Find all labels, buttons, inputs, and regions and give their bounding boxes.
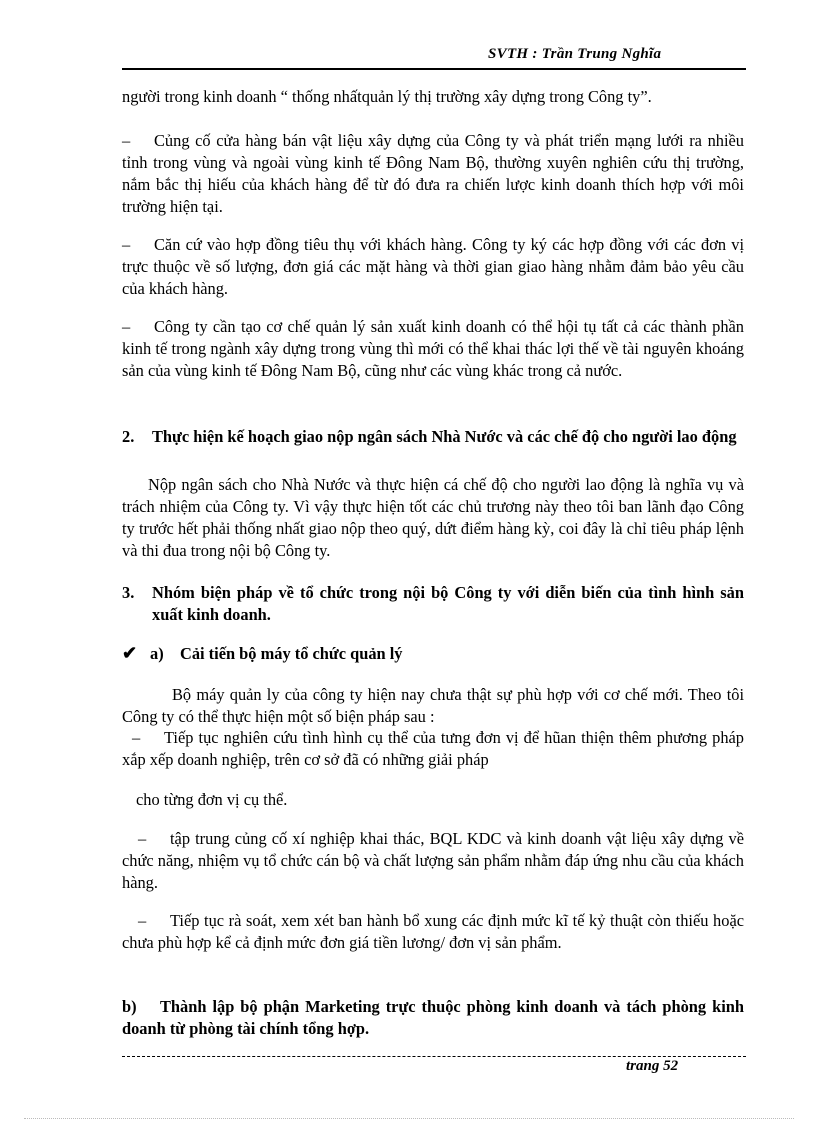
- paragraph-9: [122, 828, 744, 894]
- paragraph-2: [122, 130, 744, 218]
- paragraph-1: người trong kinh doanh “ thống nhấtquản lý thị trường xây dựng trong Công ty”.: [122, 87, 652, 106]
- paragraph-2-text: Củng cố cửa hàng bán vật liệu xây dựng của Công ty và phát triển mạng lưới ra nhiều tỉnh trong vùng và ngoài vùng kinh tế Đông Nam Bộ, thường xuyên nghiên cứu thị trường, nắm bắc thị hiếu của khách hàng để từ đó đưa ra chiến lược kinh doanh thích hợp với môi trường hiện tại.: [122, 131, 744, 216]
- paragraph-3-text: Căn cứ vào hợp đồng tiêu thụ với khách hàng. Công ty ký các hợp đồng với các đơn vị trực thuộc về số lượng, đơn giá các mặt hàng và thời gian giao hàng nhằm đảm bảo yêu cầu của khách hàng.: [122, 235, 744, 298]
- paragraph-6: Bộ máy quản ly của công ty hiện nay chưa thật sự phù hợp với cơ chế mới. Theo tôi Công ty có thể thực hiện một số biện pháp sau :: [122, 685, 744, 726]
- paragraph-10-text: Tiếp tục rà soát, xem xét ban hành bổ xung các định mức kĩ tế kỷ thuật còn thiếu hoặc chưa phù hợp kể cả định mức đơn giá tiền lương/ đơn vị sản phẩm.: [122, 911, 744, 952]
- paragraph-7-text: Tiếp tục nghiên cứu tình hình cụ thể của tưng đơn vị để hũan thiện thêm phương pháp xắp xếp doanh nghiệp, trên cơ sở đã có những giải pháp: [122, 728, 744, 769]
- bullet-dash: –: [122, 317, 131, 336]
- bullet-dash: –: [122, 131, 131, 150]
- paragraph-8: cho từng đơn vị cụ thể.: [136, 790, 288, 809]
- bullet-dash: –: [138, 911, 147, 930]
- section-3-heading: Nhóm biện pháp về tổ chức trong nội bộ Công ty với diễn biến của tình hình sản xuất kinh doanh.: [152, 583, 744, 624]
- paragraph-7: [122, 727, 744, 771]
- bullet-dash: –: [132, 728, 141, 747]
- paragraph-9-text: tập trung củng cố xí nghiệp khai thác, BQL KDC và kinh doanh vật liệu xây dựng về chức năng, nhiệm vụ tổ chức cán bộ và chất lượng sản phẩm nhằm đáp ứng nhu cầu của khách hàng.: [122, 829, 744, 892]
- page-number: trang 52: [626, 1058, 679, 1074]
- subsection-b-label: b): [122, 997, 137, 1016]
- section-3-number: 3.: [122, 583, 135, 602]
- paragraph-5: Nộp ngân sách cho Nhà Nước và thực hiện cá chế độ cho người lao động là nghĩa vụ và trách nhiệm của Công ty. Vì vậy thực hiện tốt các chủ trương này theo tôi ban lãnh đạo Công ty trước hết phải thống nhất giao nộp theo quý, dứt điểm hàng kỳ, coi đây là chỉ tiêu pháp lệnh và thi đua trong nội bộ Công ty.: [122, 475, 744, 560]
- section-2-number: 2.: [122, 427, 135, 446]
- header-rule: [122, 68, 746, 70]
- checkmark-icon: ✔: [122, 643, 138, 663]
- paragraph-4-text: Công ty cần tạo cơ chế quản lý sản xuất kinh doanh có thể hội tụ tất cả các thành phần kinh tế trong ngành xây dựng trong vùng thì mới có thể khai thác lợi thế về tài nguyên khoáng sản của vùng kinh tế Đông Nam Bộ, cũng như các vùng khác trong cả nước.: [122, 317, 744, 380]
- paragraph-4: [122, 316, 744, 382]
- section-2-heading: Thực hiện kế hoạch giao nộp ngân sách Nhà Nước và các chế độ cho người lao động: [152, 427, 737, 446]
- subsection-a-label: a): [150, 644, 164, 663]
- footer-rule: [122, 1056, 746, 1057]
- header-author: SVTH : Trần Trung Nghĩa: [488, 46, 662, 62]
- paragraph-10: [122, 910, 744, 954]
- paragraph-3: [122, 234, 744, 300]
- subsection-a-heading: Cải tiến bộ máy tổ chức quản lý: [180, 644, 403, 663]
- bullet-dash: –: [122, 235, 131, 254]
- subsection-b-heading: Thành lập bộ phận Marketing trực thuộc phòng kinh doanh và tách phòng kinh doanh từ phòng tài chính tổng hợp.: [122, 997, 744, 1038]
- bullet-dash: –: [138, 829, 147, 848]
- page-edge: [24, 1118, 794, 1119]
